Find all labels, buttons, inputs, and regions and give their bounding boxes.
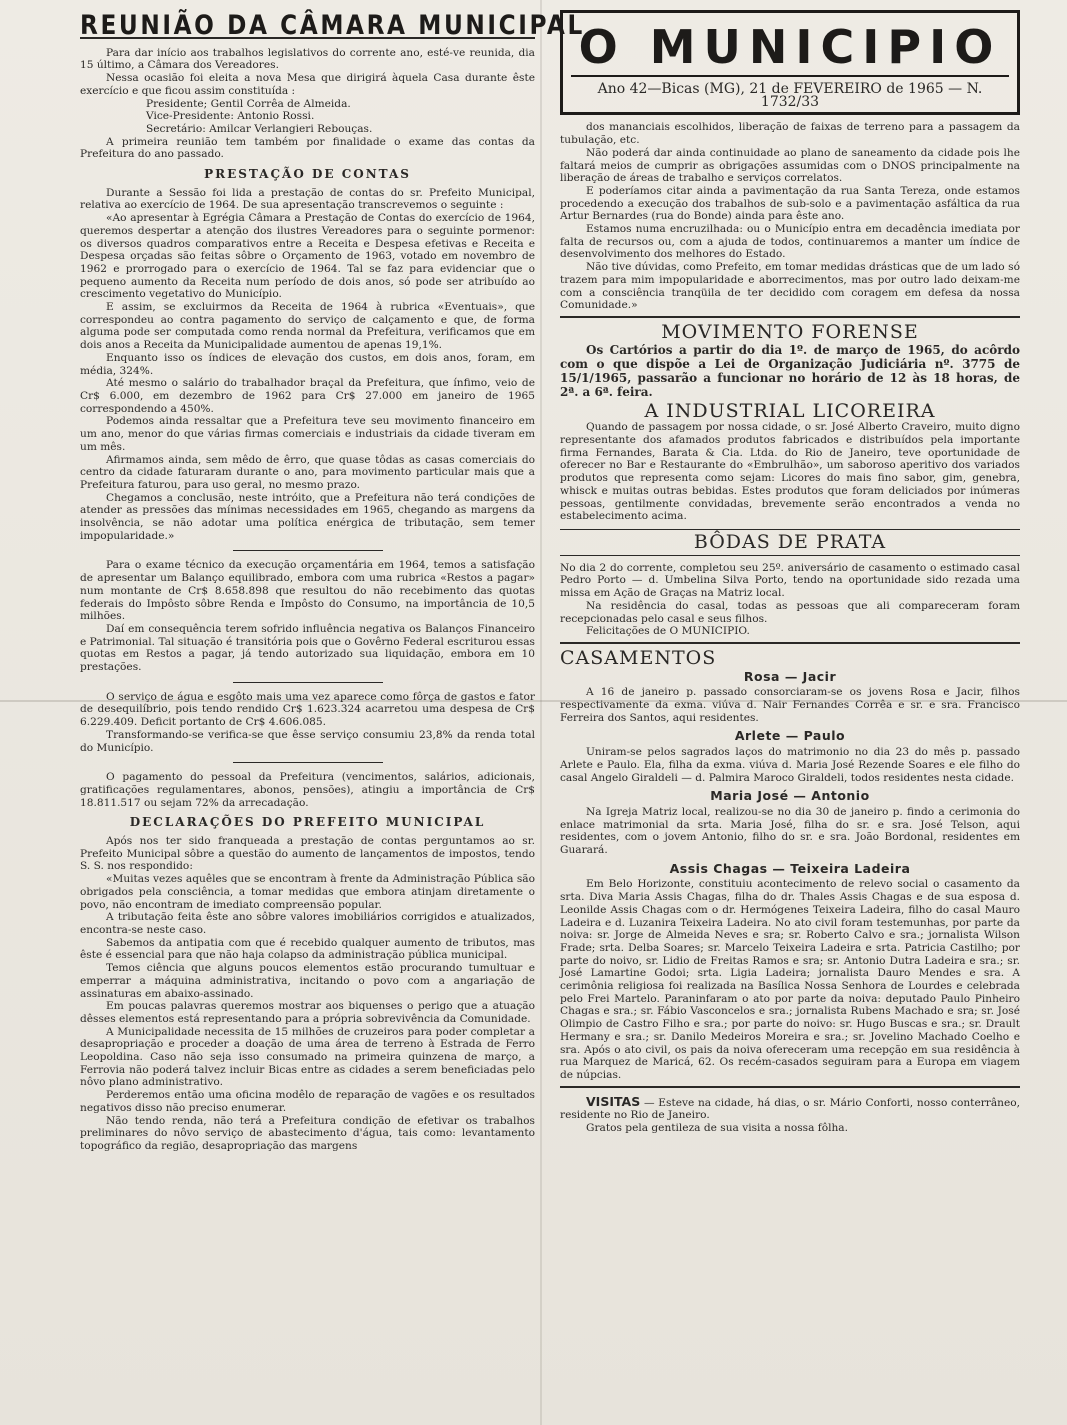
intro-paragraph: A primeira reunião tem também por finalidade o exame das contas da Prefeitura do ano passado. [80,135,535,161]
couple-name: Maria José — Antonio [710,788,870,804]
section-title-prestacao: PRESTAÇÃO DE CONTAS [204,167,411,182]
fold-line-vertical [540,0,542,1425]
masthead [560,10,1020,115]
body-paragraph: Temos ciência que alguns poucos elementos estão procurando tumultuar e emperrar a máquina administrativa, incitando o povo com a angariação de assinaturas em abaixo-assinado. [80,962,535,1000]
bodas-title: BÔDAS DE PRATA [693,530,887,553]
licoreira-title: A INDUSTRIAL LICOREIRA [644,399,936,422]
body-paragraph: Durante a Sessão foi lida a prestação de contas do sr. Prefeito Municipal, relativa ao exercício de 1964. De sua apresentação transcrevemos o seguinte : [80,186,535,212]
wedding-text: A 16 de janeiro p. passado consorciaram-se os jovens Rosa e Jacir, filhos respectivamente da exma. viúva d. Nair Fernandes Corrêa e sr. e sra. Francisco Ferreira dos Santos, aqui residentes. [560,686,1020,724]
newspaper-title: O MUNICIPIO [578,20,1002,74]
section-divider [233,550,383,551]
visitas-thanks: Gratos pela gentileza de sua visita a nossa fôlha. [586,1122,848,1135]
body-paragraph: dos mananciais escolhidos, liberação de faixas de terreno para a passagem da tubulação, etc. [560,121,1020,147]
body-paragraph: Estamos numa encruzilhada: ou o Município entra em decadência imediata por falta de recursos ou, com a ajuda de todos, continuaremos a manter um índice de desenvolvimento dos melhores do Estado. [560,223,1020,261]
wedding-text: Na Igreja Matriz local, realizou-se no dia 30 de janeiro p. findo a cerimonia do enlace matrimonial da srta. Maria José, filha do sr. e sra. José Telson, aqui residentes, com o jovem Antonio, filho do sr. e sra. João Bordonal, residentes em Guarará. [560,805,1020,857]
forense-title: MOVIMENTO FORENSE [661,320,919,343]
bodas-paragraph: No dia 2 do corrente, completou seu 25º. aniversário de casamento o estimado casal Pedro Porto — d. Umbelina Silva Porto, tendo na oportunidade sido rezada uma missa em Ação de Graças na Matriz local. [560,561,1020,600]
body-paragraph: E assim, se excluirmos da Receita de 1964 à rubrica «Eventuais», que correspondeu ao contra pagamento do serviço de calçamento e que, de forma alguma pode ser computada como renda normal da Prefeitura, verificamos que em dois anos a Receita da Municipalidade aumentou de apenas 19,1%. [80,301,535,352]
body-paragraph: O pagamento do pessoal da Prefeitura (vencimentos, salários, adicionais, gratificações regulamentares, abonos, pensões), atingiu a importância de Cr$ 18.811.517 ou sejam 72% da arrecadação. [80,771,535,809]
section-rule [560,316,1020,318]
body-paragraph: Após nos ter sido franqueada a prestação de contas perguntamos ao sr. Prefeito Municipal sôbre a questão do aumento de lançamentos de impostos, tendo S. S. nos respondido: [80,835,535,873]
visitas-paragraph [560,1093,1020,1122]
body-paragraph: Afirmamos ainda, sem mêdo de êrro, que quase tôdas as casas comerciais do centro da cidade faturaram durante o ano, para movimento particular mais que a Prefeitura faturou, para uso geral, no mesmo prazo. [80,453,535,491]
forense-notice: Os Cartórios a partir do dia 1º. de março de 1965, do acôrdo com o que dispõe a Lei de Organização Judiciária nº. 3775 de 15/1/1965, passarão a funcionar no horário de 12 às 18 horas, de 2ª. a 6ª. feira. [560,342,1020,399]
body-paragraph: Chegamos a conclusão, neste intróito, que a Prefeitura não terá condições de atender as pressões das mínimas necessidades em 1965, chegando as margens da insolvência, se não adotar uma política enérgica de tributação, sem temer impopularidade.» [80,491,535,542]
section-title-declaracoes: DECLARAÇÕES DO PREFEITO MUNICIPAL [129,815,486,830]
licoreira-text: Quando de passagem por nossa cidade, o sr. José Alberto Craveiro, muito digno representante dos afamados produtos fabricados e distribuídos pela importante firma Fernandes, Barata & Cia. Ltda. do Rio de Janeiro, teve oportunidade de oferecer no Bar e Restaurante do «Embrulhão», um saboroso aperitivo dos variados produtos que representa como sejam: Licores do mais fino sabor, gim, genebra, whisck e muitas outras bebidas. Estes produtos que foram deliciados por inúmeras pessoas, gentilmente convidadas, brevemente serão encontrados a venda no estabelecimento acima. [560,421,1020,523]
section-rule [560,529,1020,530]
body-paragraph: «Muitas vezes aquêles que se encontram à frente da Administração Pública são obrigados pela consciência, a tomar medidas que embora atinjam diretamente o povo, não encontram de imediato compreensão popular. [80,873,535,911]
body-paragraph: Podemos ainda ressaltar que a Prefeitura teve seu movimento financeiro em um ano, menor do que várias firmas comerciais e industriais da cidade tiveram em um mês. [80,415,535,453]
body-paragraph: Daí em consequência terem sofrido influência negativa os Balanços Financeiro e Patrimonial. Tal situação é transitória pois que o Govêrno Federal escriturou essas quotas em Restos a pagar, já tendo autorizado sua liquidação, embora em 10 prestações. [80,622,535,674]
body-paragraph: Não tendo renda, não terá a Prefeitura condição de efetivar os trabalhos preliminares do nôvo serviço de abastecimento d'água, tais como: levantamento topográfico da região, desapropriação das margens [80,1114,535,1152]
visitas-lead: VISITAS [586,1093,641,1109]
bodas-paragraph: Felicitações de O MUNICIPIO. [586,625,750,638]
bodas-paragraph: Na residência do casal, todas as pessoas que ali compareceram foram recepcionadas pelo casal e seus filhos. [560,599,1020,625]
body-paragraph: «Ao apresentar à Egrégia Câmara a Prestação de Contas do exercício de 1964, queremos despertar a atenção dos ilustres Vereadores para o seguinte pormenor: os diversos quadros comparativos entre a Receita e Despesa efetivas e Receita e Despesa orçadas são feitas sôbre o Orçamento de 1963, votado em novembro de 1962 e prorrogado para o exercício de 1964. Tal se faz para evidenciar que o pequeno aumento da Receita num período de dois anos, só pode ser atribuído ao crescimento vegetativo do Município. [80,212,535,301]
couple-name: Arlete — Paulo [734,728,846,744]
wedding-text: Em Belo Horizonte, constituiu acontecimento de relevo social o casamento da srta. Diva Maria Assis Chagas, filha do dr. Thales Assis Chagas e de sua esposa d. Leonilde Assis Chagas com o dr. Hermógenes Teixeira Ladeira, filho do casal Mauro Ladeira e d. Luzanira Teixeira Ladeira. No ato civil foram testemunhas, por parte da noiva: sr. Jorge de Almeida Neves e sra; sr. Roberto Calvo e sra.; jornalista Wilson Frade; srta. Delba Soares; sr. Marcelo Teixeira Ladeira e srta. Patricia Castilho; por parte do noivo, sr. Lidio de Freitas Ramos e sra; sr. Antonio Dutra Ladeira e sra.; sr. José Lamartine Godoi; srta. Ligia Ladeira; jornalista Dauro Mendes e sra. A cerimônia religiosa foi realizada na Basílica Nossa Senhora de Lourdes e celebrada pelo Frei Martelo. Paraninfaram o ato por parte da noiva: deputado Paulo Pinheiro Chagas e sra.; sr. Fábio Vasconcelos e sra.; jornalista Rubens Machado e sra; sr. José Olimpio de Castro Filho e sra.; por parte do noivo: sr. Hugo Buscas e sra.; sr. Drault Hermany e sra.; sr. Danilo Medeiros Moreira e sra.; sr. Jovelino Machado Coelho e sra. Após o ato civil, os pais da noiva ofereceram uma recepção em sua residência à rua Marquez de Maricá, 62. Os recém-casados seguiram para a Europa em viagem de núpcias. [560,878,1020,1081]
body-paragraph: A tributação feita êste ano sôbre valores imobiliários corrigidos e atualizados, encontra-se neste caso. [80,911,535,936]
body-paragraph: A Municipalidade necessita de 15 milhões de cruzeiros para poder completar a desapropriação e proceder a doação de uma área de terreno à Estrada de Ferro Leopoldina. Caso não seja isso consumado na primeira quinzena de março, a Ferrovia não poderá talvez incluir Bicas entre as cidades a serem beneficiadas pelo nôvo plano administrativo. [80,1025,535,1089]
body-paragraph: O serviço de água e esgôto mais uma vez aparece como fôrça de gastos e fator de desequilíbrio, pois tendo rendido Cr$ 1.623.324 acarretou uma despesa de Cr$ 6.229.409. Deficit portanto de Cr$ 4.606.085. [80,690,535,729]
edition-info: Ano 42—Bicas (MG), 21 de FEVEREIRO de 1965 — N. 1732/33 [571,75,1009,108]
couple-name: Rosa — Jacir [743,668,837,684]
casamentos-title: CASAMENTOS [560,646,717,669]
body-paragraph: Em poucas palavras queremos mostrar aos biquenses o perigo que a atuação dêsses elementos está representando para a própria sobrevivência da Comunidade. [80,1000,535,1025]
left-column [80,10,585,1153]
body-paragraph: Sabemos da antipatia com que é recebido qualquer aumento de tributos, mas êste é essencial para que não haja colapso da administração pública municipal. [80,936,535,962]
wedding-text: Uniram-se pelos sagrados laços do matrimonio no dia 23 do mês p. passado Arlete e Paulo. Ela, filha da exma. viúva d. Maria José Rezende Soares e ele filho do casal Angelo Giraldeli — d. Palmira Maroco Giraldeli, todos residentes nesta cidade. [560,746,1020,784]
body-paragraph: Perderemos então uma oficina modêlo de reparação de vagões e os resultados negativos disso não preciso enumerar. [80,1089,535,1114]
right-column [560,10,1020,1135]
intro-paragraph: Nessa ocasião foi eleita a nova Mesa que dirigirá àquela Casa durante êste exercício e que ficou assim constituída : [80,72,535,97]
camara-headline: REUNIÃO DA CÂMARA MUNICIPAL [80,10,585,41]
couple-name: Assis Chagas — Teixeira Ladeira [669,860,911,876]
officer-line: Vice-Presidente: Antonio Rossi. [146,110,315,123]
body-paragraph: Até mesmo o salário do trabalhador braçal da Prefeitura, que ínfimo, veio de Cr$ 6.000, em dezembro de 1962 para Cr$ 27.000 em janeiro de 1965 correspondendo a 450%. [80,377,535,415]
intro-paragraph: Para dar início aos trabalhos legislativos do corrente ano, esté-ve reunida, dia 15 último, a Câmara dos Vereadores. [80,46,535,72]
body-paragraph: Não tive dúvidas, como Prefeito, em tomar medidas drásticas que de um lado só trazem para mim impopularidade e aborrecimentos, mas por outro lado deixam-me com a consciência tranqüila de ter decidido com coragem em defesa da nossa Comunidade.» [560,261,1020,312]
body-paragraph: Enquanto isso os índices de elevação dos custos, em dois anos, foram, em média, 324%. [80,351,535,377]
body-paragraph: Transformando-se verifica-se que êsse serviço consumiu 23,8% da renda total do Município. [80,728,535,754]
officer-line: Presidente; Gentil Corrêa de Almeida. [146,97,351,110]
section-rule [560,555,1020,556]
body-paragraph: E poderíamos citar ainda a pavimentação da rua Santa Tereza, onde estamos procedendo a execução dos trabalhos de sub-solo e a pavimentação asfáltica da rua Artur Bernardes (rua do Bonde) ainda para êste ano. [560,184,1020,223]
section-divider [233,762,383,763]
section-rule [560,642,1020,644]
body-paragraph: Não poderá dar ainda continuidade ao plano de saneamento da cidade pois lhe faltará meios de cumprir as obrigações assumidas com o DNOS principalmente na liberação de áreas de trabalho e serviços correlatos. [560,146,1020,185]
officer-line: Secretário: Amilcar Verlangieri Rebouças. [146,122,373,135]
body-paragraph: Para o exame técnico da execução orçamentária em 1964, temos a satisfação de apresentar um Balanço equilibrado, embora com uma rubrica «Restos a pagar» num montante de Cr$ 8.658.898 que resultou do não recebimento das quotas federais do Impôsto sôbre Renda e Impôsto do Consumo, na importância de 10,5 milhões. [80,559,535,623]
visitas-text: — Esteve na cidade, há dias, o sr. Mário Conforti, nosso conterrâneo, residente no Rio de Janeiro. [560,1096,1020,1122]
section-divider [233,682,383,683]
section-rule [560,1086,1020,1088]
